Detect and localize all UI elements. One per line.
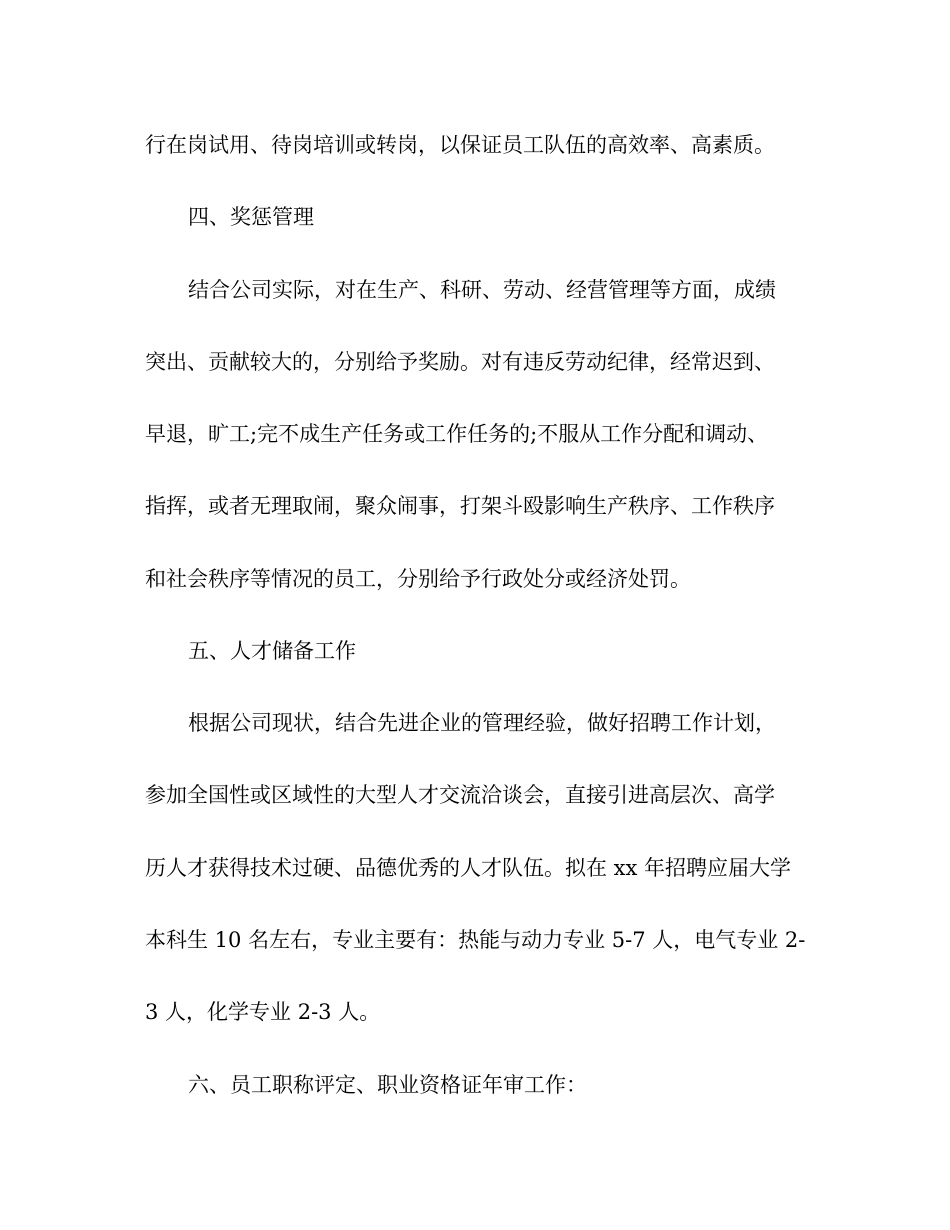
body-text-line: 指挥，或者无理取闹，聚众闹事，打架斗殴影响生产秩序、工作秩序: [145, 494, 775, 518]
body-text-line: 结合公司实际，对在生产、科研、劳动、经营管理等方面，成绩: [188, 278, 776, 302]
section-heading-4: 四、奖惩管理: [188, 205, 314, 229]
body-text-line: 3 人，化学专业 2-3 人。: [145, 1000, 381, 1024]
section-heading-6: 六、员工职称评定、职业资格证年审工作：: [188, 1073, 587, 1097]
body-text-line: 根据公司现状，结合先进企业的管理经验，做好招聘工作计划，: [188, 711, 776, 735]
body-text-line: 早退，旷工;完不成生产任务或工作任务的;不服从工作分配和调动、: [145, 422, 769, 446]
body-text-line: 和社会秩序等情况的员工，分别给予行政处分或经济处罚。: [145, 567, 691, 591]
body-text-line: 行在岗试用、待岗培训或转岗，以保证员工队伍的高效率、高素质。: [145, 133, 775, 157]
body-text-line: 突出、贡献较大的，分别给予奖励。对有违反劳动纪律，经常迟到、: [145, 350, 775, 374]
body-text-line: 本科生 10 名左右，专业主要有：热能与动力专业 5-7 人，电气专业 2-: [145, 928, 806, 952]
section-heading-5: 五、人才储备工作: [188, 639, 356, 663]
body-text-line: 参加全国性或区域性的大型人才交流洽谈会，直接引进高层次、高学: [145, 783, 775, 807]
body-text-line: 历人才获得技术过硬、品德优秀的人才队伍。拟在 xx 年招聘应届大学: [145, 856, 792, 880]
